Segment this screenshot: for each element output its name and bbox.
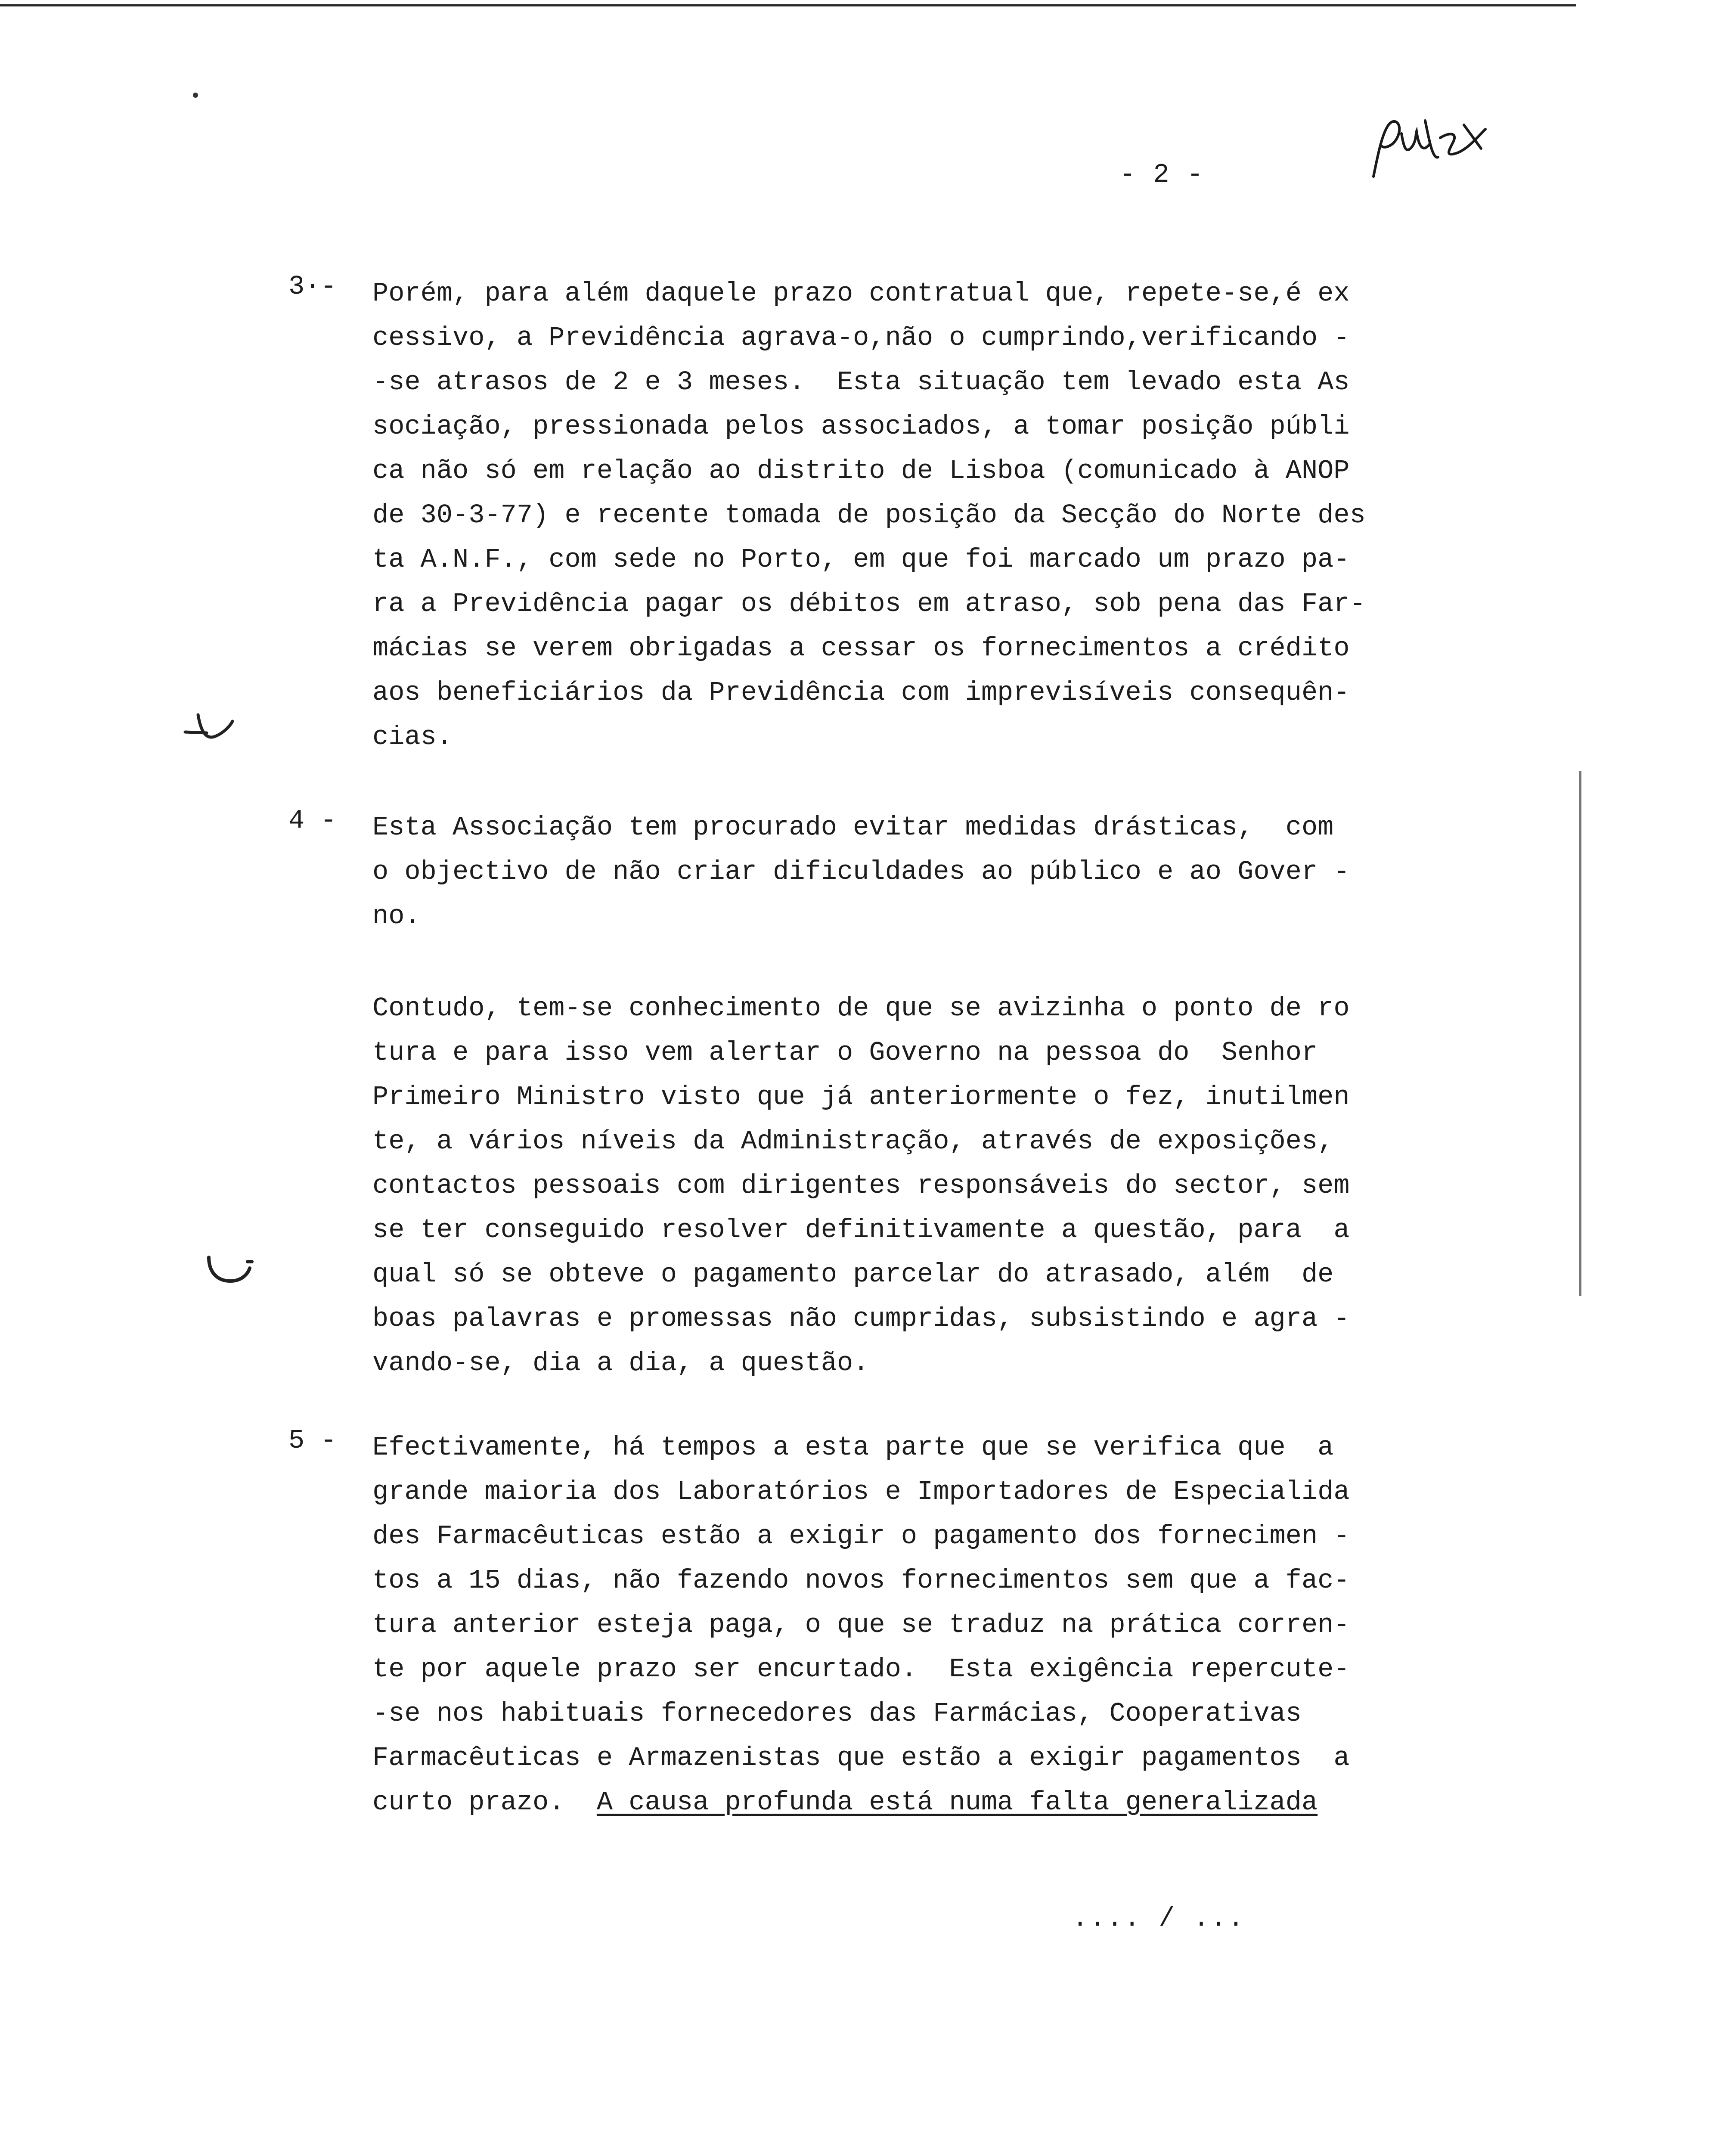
text-line: te, a vários níveis da Administração, através de exposições,: [372, 1126, 1334, 1157]
text-line: -se atrasos de 2 e 3 meses. Esta situação tem levado esta As: [372, 367, 1350, 397]
text-line: aos beneficiários da Previdência com imprevisíveis consequên-: [372, 677, 1350, 708]
text-line: Farmacêuticas e Armazenistas que estão a exigir pagamentos a: [372, 1743, 1350, 1773]
top-border-line: [0, 4, 1576, 6]
text-line: boas palavras e promessas não cumpridas, subsistindo e agra -: [372, 1303, 1350, 1334]
margin-vertical-line: [1579, 771, 1581, 1296]
text-line: -se nos habituais fornecedores das Farmácias, Cooperativas: [372, 1698, 1302, 1729]
margin-tick-mark: [181, 706, 237, 745]
text-line: contactos pessoais com dirigentes responsáveis do sector, sem: [372, 1170, 1350, 1201]
text-line: mácias se verem obrigadas a cessar os fornecimentos a crédito: [372, 633, 1350, 664]
text-line: te por aquele prazo ser encurtado. Esta exigência repercute-: [372, 1654, 1350, 1685]
text-plain: curto prazo.: [372, 1787, 597, 1818]
continuation-mark: .... / ...: [1072, 1903, 1246, 1934]
text-line: no.: [372, 901, 421, 931]
text-line: sociação, pressionada pelos associados, a tomar posição públi: [372, 411, 1350, 442]
item-4-paragraph: [372, 805, 1488, 938]
item-4-number: 4 -: [288, 805, 337, 836]
item-5-number: 5 -: [288, 1425, 337, 1456]
underlined-text: A causa profunda está numa falta generalizada: [596, 1787, 1318, 1818]
text-line: grande maioria dos Laboratórios e Importadores de Especialida: [372, 1477, 1350, 1507]
text-line: des Farmacêuticas estão a exigir o pagamento dos fornecimen -: [372, 1521, 1350, 1551]
item-5-paragraph: [372, 1425, 1488, 1824]
item-3-number: 3·-: [288, 271, 337, 302]
ink-speck: [193, 93, 198, 98]
text-line: Contudo, tem-se conhecimento de que se avizinha o ponto de ro: [372, 993, 1350, 1024]
text-line: ta A.N.F., com sede no Porto, em que foi marcado um prazo pa-: [372, 544, 1350, 575]
text-line: vando-se, dia a dia, a questão.: [372, 1348, 869, 1378]
text-line: ra a Previdência pagar os débitos em atraso, sob pena das Far-: [372, 589, 1366, 619]
text-line: cessivo, a Previdência agrava-o,não o cumprindo,verificando -: [372, 323, 1350, 353]
text-line: qual só se obteve o pagamento parcelar do atrasado, além de: [372, 1259, 1334, 1290]
margin-tick-mark: [202, 1249, 258, 1287]
item-3-paragraph: [372, 271, 1488, 759]
text-line: cias.: [372, 722, 453, 752]
text-line: ca não só em relação ao distrito de Lisboa (comunicado à ANOP: [372, 456, 1350, 486]
text-line: se ter conseguido resolver definitivamente a questão, para a: [372, 1215, 1350, 1245]
text-line: Esta Associação tem procurado evitar medidas drásticas, com: [372, 812, 1334, 843]
text-line: de 30-3-77) e recente tomada de posição da Secção do Norte des: [372, 500, 1366, 530]
item-4-continuation-paragraph: [372, 986, 1488, 1385]
text-line: tos a 15 dias, não fazendo novos fornecimentos sem que a fac-: [372, 1565, 1350, 1596]
text-line: Primeiro Ministro visto que já anteriormente o fez, inutilmen: [372, 1082, 1350, 1112]
handwritten-initials: [1365, 108, 1494, 189]
text-line: Efectivamente, há tempos a esta parte que se verifica que a: [372, 1432, 1334, 1463]
text-line: tura anterior esteja paga, o que se traduz na prática corren-: [372, 1610, 1350, 1640]
page-number: - 2 -: [1119, 159, 1204, 190]
text-line-final: [372, 1780, 1488, 1824]
text-line: Porém, para além daquele prazo contratual que, repete-se,é ex: [372, 278, 1350, 309]
text-line: o objectivo de não criar dificuldades ao público e ao Gover -: [372, 856, 1350, 887]
text-line: tura e para isso vem alertar o Governo na pessoa do Senhor: [372, 1037, 1318, 1068]
